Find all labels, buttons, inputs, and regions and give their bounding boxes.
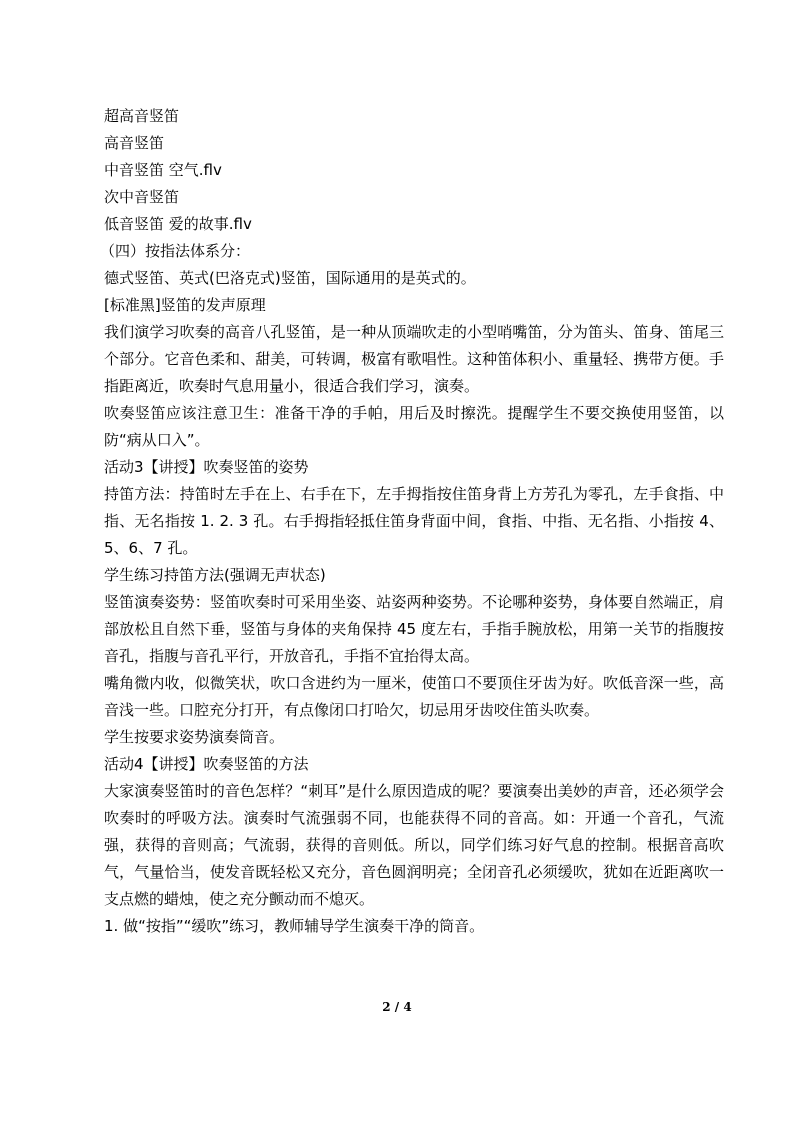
activity-4-heading: 活动4【讲授】吹奏竖笛的方法 xyxy=(104,755,309,773)
paragraph-first-line: 竖笛演奏姿势：竖笛吹奏时可采用坐姿、站姿两种姿势。不论哪种姿势，身体要自然端 xyxy=(104,593,679,611)
paragraph xyxy=(104,778,724,913)
page-number: 2 / 4 xyxy=(382,1000,412,1014)
paragraph xyxy=(104,481,724,562)
section-heading-fingering: （四）按指法体系分： xyxy=(100,242,251,260)
paragraph-rest: 指、中指、无名指按 1. 2. 3 孔。右手拇指轻抵住笛身背面中间，食指、中指、无名指、小指按 4、5、6、7 孔。 xyxy=(104,485,724,557)
text-line-4: 次中音竖笛 xyxy=(104,188,180,206)
text-line-5: 低音竖笛 爱的故事.flv xyxy=(104,215,252,233)
text-line-3: 中音竖笛 空气.flv xyxy=(104,161,222,179)
list-item-1: 1. 做“按指”“缓吹”练习，教师辅导学生演奏干净的筒音。 xyxy=(104,917,485,935)
paragraph-first-line: 我们演学习吹奏的高音八孔竖笛，是一种从顶端吹走的小型哨嘴笛，分为笛头、笛身、 xyxy=(104,323,679,341)
paragraph-first-line: 学生按要求姿势演奏筒音。 xyxy=(104,728,285,746)
paragraph-first-line: 持笛方法：持笛时左手在上、右手在下，左手拇指按住笛身背上方芳孔为零孔，左手食 xyxy=(104,485,679,503)
paragraph-rest: 笛，以防“病从口入”。 xyxy=(104,404,724,449)
paragraph-first-line: 大家演奏竖笛时的音色怎样？“刺耳”是什么原因造成的呢？要演奏出美妙的声音，还 xyxy=(104,782,664,800)
paragraph-rest: 正，肩部放松且自然下垂，竖笛与身体的夹角保持 45 度左右，手指手腕放松，用第一关节的指腹按音孔，指腹与音孔平行，开放音孔，手指不宜抬得太高。 xyxy=(104,593,724,665)
paragraph xyxy=(104,670,724,724)
paragraph-rest: 笛尾三个部分。它音色柔和、甜美，可转调，极富有歌唱性。这种笛体积小、重量轻、携带方便。手指距离近，吹奏时气息用量小，很适合我们学习，演奏。 xyxy=(104,323,724,395)
paragraph xyxy=(104,562,724,589)
activity-3-heading: 活动3【讲授】吹奏竖笛的姿势 xyxy=(104,458,309,476)
text-line-7: 德式竖笛、英式(巴洛克式)竖笛，国际通用的是英式的。 xyxy=(104,269,476,287)
section-heading-sound: [标准黑]竖笛的发声原理 xyxy=(104,296,266,314)
paragraph-rest: 些，高音浅一些。口腔充分打开，有点像闭口打哈欠，切忌用牙齿咬住笛头吹奏。 xyxy=(104,674,724,719)
paragraph-rest: 必须学会吹奏时的呼吸方法。演奏时气流强弱不同，也能获得不同的音高。如：开通一个音孔，气流强，获得的音则高；气流弱，获得的音则低。所以，同学们练习好气息的控制。根据音高吹气，气量恰当，使发音既轻松又充分，音色圆润明亮；全闭音孔必须缓吹，犹如在近距离吹一支点燃的蜡烛，使之充分颤动而不熄灭。 xyxy=(104,782,724,908)
paragraph-first-line: 学生练习持笛方法(强调无声状态) xyxy=(104,566,326,584)
document-body xyxy=(100,103,724,940)
paragraph xyxy=(104,400,724,454)
text-line-2: 高音竖笛 xyxy=(104,134,165,152)
paragraph-first-line: 吹奏竖笛应该注意卫生：准备干净的手帕，用后及时擦洗。提醒学生不要交换使用竖 xyxy=(104,404,678,422)
paragraph xyxy=(104,319,724,400)
paragraph-first-line: 嘴角微内收，似微笑状，吹口含进约为一厘米，使笛口不要顶住牙齿为好。吹低音深一 xyxy=(104,674,679,692)
text-line-1: 超高音竖笛 xyxy=(104,107,180,125)
paragraph xyxy=(104,724,724,751)
paragraph xyxy=(104,589,724,670)
